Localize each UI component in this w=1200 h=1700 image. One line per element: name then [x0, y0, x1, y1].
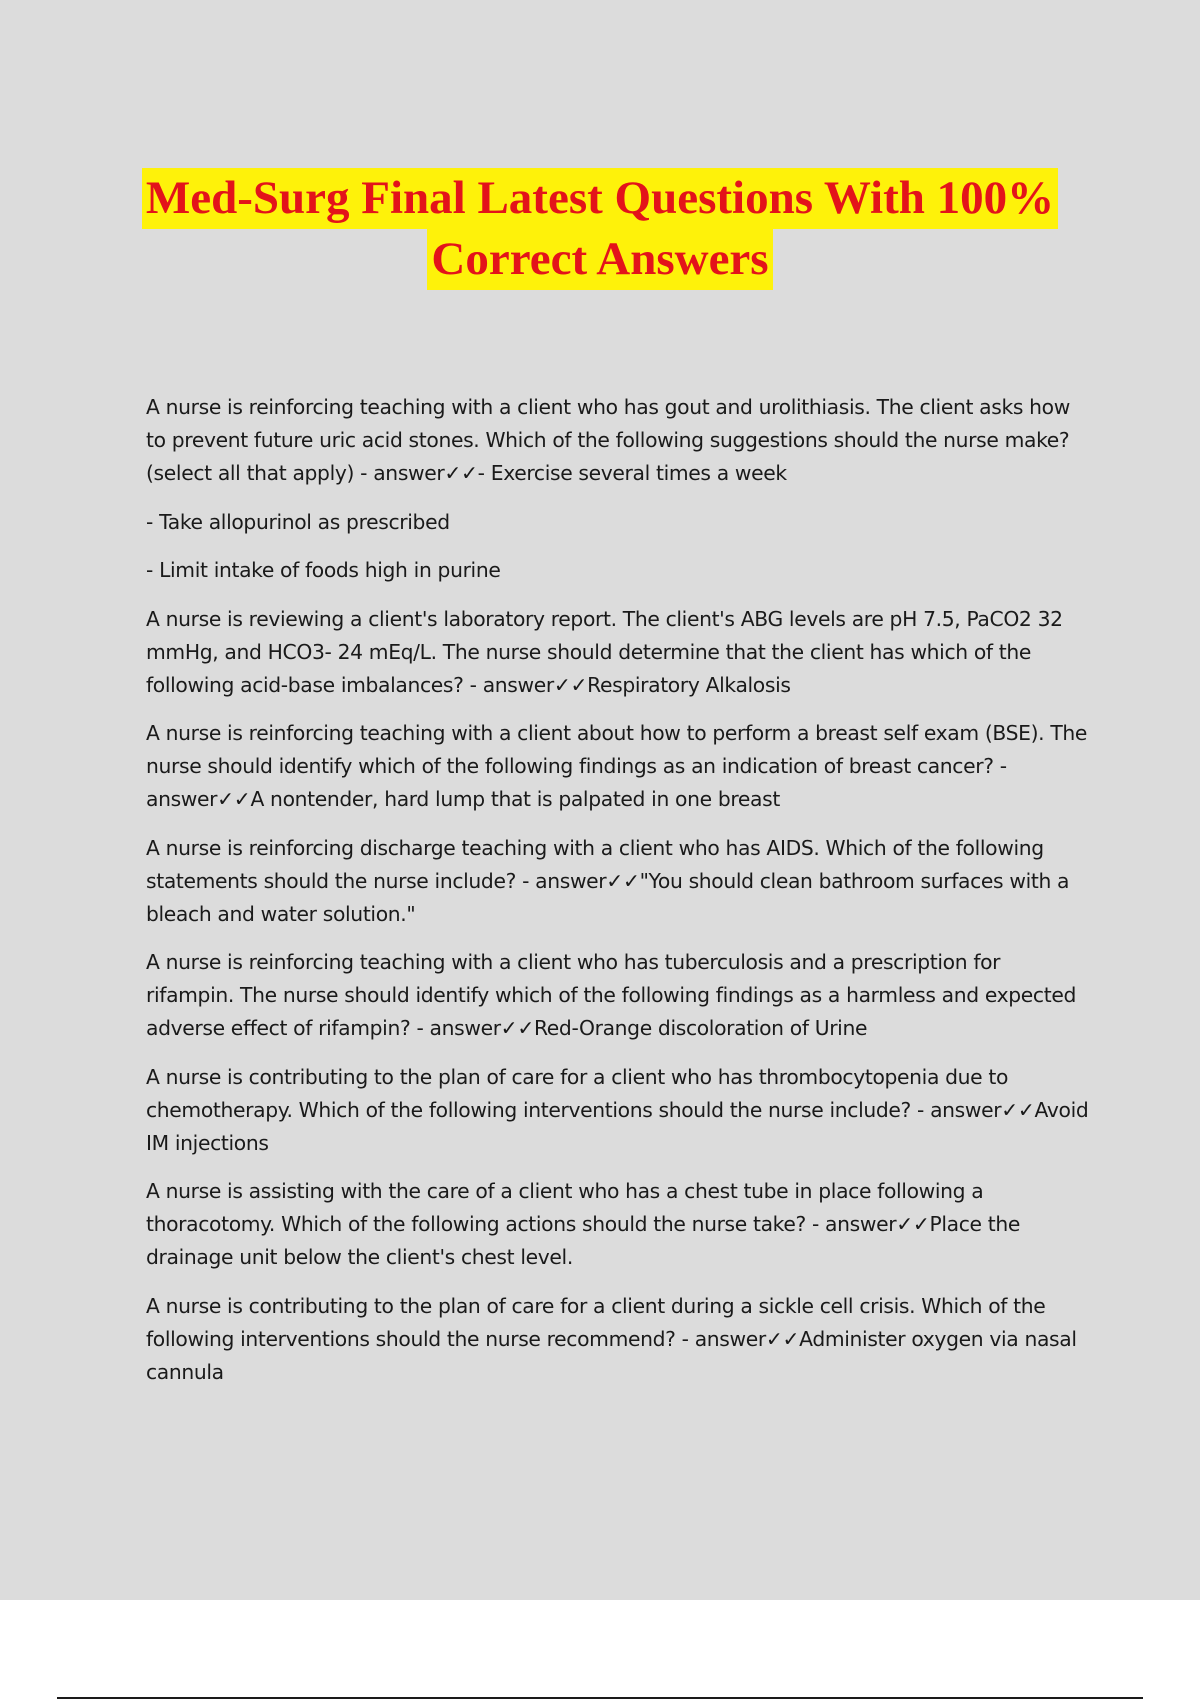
title-line-1: Med-Surg Final Latest Questions With 100%	[142, 168, 1058, 229]
title-line-2: Correct Answers	[427, 229, 772, 290]
question-list	[146, 391, 1090, 1404]
answer-option: - Limit intake of foods high in purine	[146, 558, 501, 582]
question-paragraph: A nurse is assisting with the care of a client who has a chest tube in place following a thoracotomy. Which of the following actions should the nurse take? - answer✓✓Place the drainage unit below the client's chest level.	[146, 1179, 1020, 1269]
question-paragraph: A nurse is reviewing a client's laboratory report. The client's ABG levels are pH 7.5, PaCO2 32 mmHg, and HCO3- 24 mEq/L. The nurse should determine that the client has which of the following acid-base imbalances? - answer✓✓Respiratory Alkalosis	[146, 606, 1063, 697]
question-paragraph: A nurse is contributing to the plan of care for a client who has thrombocytopenia due to chemotherapy. Which of the following interventions should the nurse include? - answer✓✓Avoid IM injections	[146, 1064, 1089, 1155]
footer-divider	[57, 1697, 1143, 1699]
document-title	[0, 168, 1200, 290]
question-paragraph: A nurse is reinforcing teaching with a client about how to perform a breast self exam (BSE). The nurse should identify which of the following findings as an indication of breast cancer? - answer✓✓A nontender, hard lump that is palpated in one breast	[146, 721, 1088, 811]
answer-option: - Take allopurinol as prescribed	[146, 509, 450, 534]
question-paragraph: A nurse is reinforcing discharge teaching with a client who has AIDS. Which of the following statements should the nurse include? - answer✓✓"You should clean bathroom surfaces with a bleach and water solution."	[146, 835, 1070, 926]
question-paragraph: A nurse is reinforcing teaching with a client who has tuberculosis and a prescription for rifampin. The nurse should identify which of the following findings as a harmless and expected adverse effect of rifampin? - answer✓✓Red-Orange discoloration of Urine	[146, 950, 1076, 1040]
question-paragraph: A nurse is reinforcing teaching with a client who has gout and urolithiasis. The client asks how to prevent future uric acid stones. Which of the following suggestions should the nurse make? (select all that apply) - answer✓✓- Exercise several times a week	[146, 395, 1070, 485]
question-paragraph: A nurse is contributing to the plan of care for a client during a sickle cell crisis. Which of the following interventions should the nurse recommend? - answer✓✓Administer oxygen via nasal cannula	[146, 1293, 1077, 1384]
